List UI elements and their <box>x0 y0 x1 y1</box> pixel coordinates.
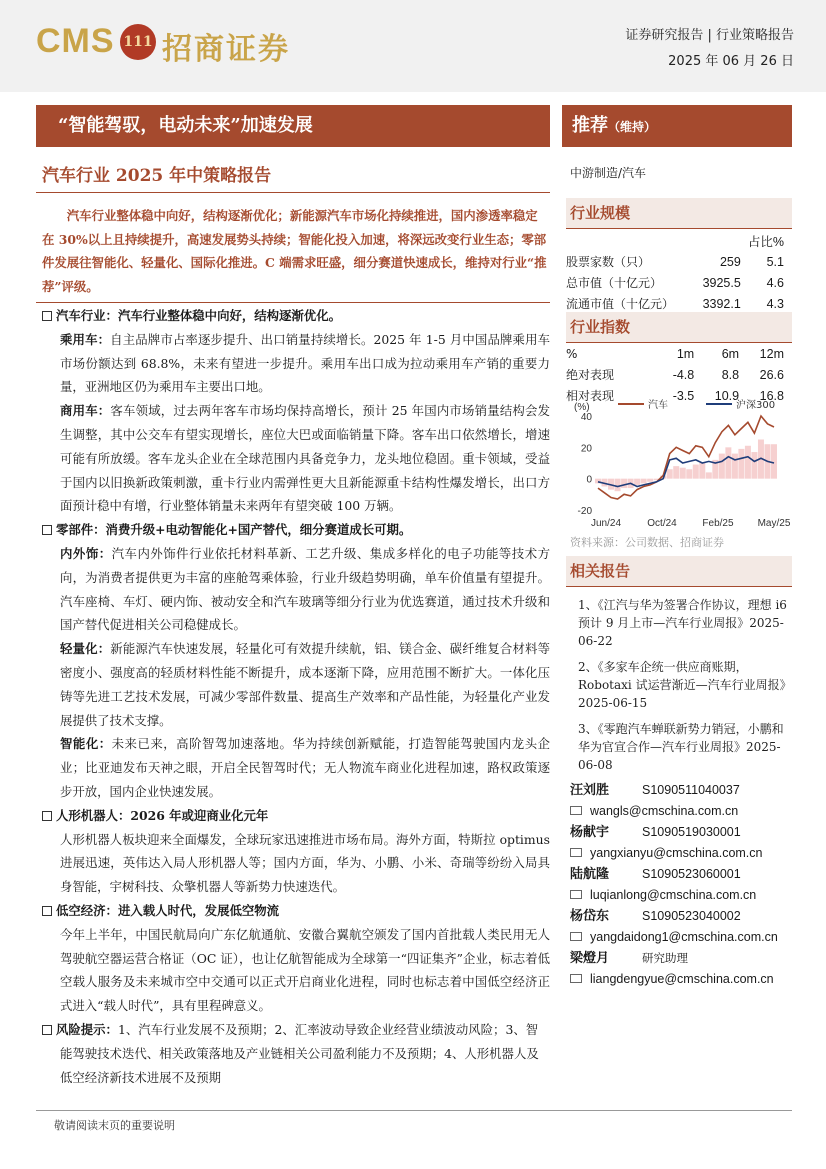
divider <box>36 302 550 303</box>
analyst-list <box>570 780 790 990</box>
logo-text: CMS <box>36 22 115 60</box>
table-row: 股票家数（只） 259 5.1 <box>566 254 784 269</box>
related-reports <box>578 596 788 782</box>
main-body <box>42 304 550 1089</box>
table-row: 相对表现 -3.5 10.9 16.8 <box>566 388 784 403</box>
email-link[interactable]: yangxianyu@cmschina.com.cn <box>590 846 763 860</box>
table-row: 流通市值（十亿元） 3392.1 4.3 <box>566 296 784 311</box>
divider <box>36 192 550 193</box>
section-heading: 零部件：消费升级+电动智能化+国产替代，细分赛道成长可期。 <box>42 518 550 542</box>
rating-label: 推荐 <box>572 115 608 136</box>
logo-badge-icon: 111 <box>120 24 156 60</box>
analyst-email-row <box>570 801 790 822</box>
paragraph: 乘用车：自主品牌市占率逐步提升、出口销量持续增长。2025 年 1-5 月中国品牌乘用车市场份额达到 68.8%，未来有望进一步提升。乘用车出口成为拉动乘用车产销的重要力量，亚洲地区仍为乘用车主要出口地。 <box>60 331 550 395</box>
area-bar <box>751 452 757 479</box>
report-date: 2025 年 06 月 26 日 <box>668 54 794 69</box>
mail-icon <box>570 974 582 983</box>
area-bar <box>673 466 679 479</box>
mail-icon <box>570 890 582 899</box>
footer-note: 敬请阅读末页的重要说明 <box>54 1119 175 1132</box>
table-row: 总市值（十亿元） 3925.5 4.6 <box>566 275 784 290</box>
area-bar <box>621 479 627 488</box>
page-title: 汽车行业 2025 年中策略报告 <box>42 166 272 186</box>
chart-source: 资料来源：公司数据、招商证券 <box>570 536 724 549</box>
related-report-link[interactable]: 1、《江汽与华为签署合作协议，理想 i6 预计 9 月上市—汽车行业周报》2025-06-22 <box>578 598 787 648</box>
table-row: 绝对表现 -4.8 8.8 26.6 <box>566 367 784 382</box>
legend-label: 沪深300 <box>736 400 776 411</box>
y-axis-label: (%) <box>574 402 590 413</box>
analyst-row: 汪刘胜 S1090511040037 <box>570 783 740 798</box>
legend-label: 汽车 <box>648 400 668 411</box>
area-bar <box>738 449 744 479</box>
analyst-email-row <box>570 885 790 906</box>
email-link[interactable]: liangdengyue@cmschina.com.cn <box>590 972 774 986</box>
section-header-related: 相关报告 <box>566 556 792 587</box>
table-header: % 1m 6m 12m <box>566 346 784 361</box>
analyst-email-row <box>570 969 790 990</box>
related-report-link[interactable]: 2、《多家车企统一供应商账期，Robotaxi 试运营渐近—汽车行业周报》2025-06-15 <box>578 660 786 710</box>
x-tick-label: Jun/24 <box>590 518 622 529</box>
checkbox-bullet-icon <box>42 811 52 821</box>
area-bar <box>634 479 640 485</box>
area-bar <box>706 472 712 478</box>
paragraph: 智能化：未来已来，高阶智驾加速落地。华为持续创新赋能，打造智能驾驶国内龙头企业；比亚迪发布天神之眼，开启全民智驾时代；无人物流车商业化进程加速，路权政策逐步开放，国内企业快速发展。 <box>60 736 551 799</box>
analyst-row: 陆航隆 S1090523060001 <box>570 867 741 882</box>
paragraph: 今年上半年，中国民航局向广东亿航通航、安徽合翼航空颁发了国内首批载人类民用无人驾驶航空器运营合格证（OC 证），也让亿航智能成为全球第一“四证集齐”企业，标志着低空载人服务及未来城市空中交通可以正式开启商业化进程，同时也标志着中国低空经济正式进入“载人时代”，具有里程碑意义。 <box>60 926 550 1014</box>
checkbox-bullet-icon <box>42 906 52 916</box>
x-tick-label: Feb/25 <box>702 518 734 529</box>
area-bar <box>719 454 725 479</box>
email-link[interactable]: wangls@cmschina.com.cn <box>590 804 739 818</box>
area-bar <box>725 447 731 478</box>
area-bar <box>693 465 699 479</box>
area-bar <box>699 463 705 479</box>
mail-icon <box>570 806 582 815</box>
summary: 汽车行业整体稳中向好，结构逐渐优化；新能源汽车市场化持续推进，国内渗透率稳定在 30%以上且持续提升，高速发展势头持续；智能化投入加速，将深远改变行业生态；零部件发展往智能化、轻量化、国际化推进。C 端需求旺盛，细分赛道快速成长，维持对行业“推荐”评级。 <box>42 208 547 294</box>
x-tick-label: Oct/24 <box>647 518 677 529</box>
area-bar <box>771 444 777 478</box>
area-bar <box>615 479 621 492</box>
analyst-row: 杨献宇 S1090519030001 <box>570 825 741 840</box>
section-header-index: 行业指数 <box>566 312 792 343</box>
analyst-row: 梁燈月 研究助理 <box>570 951 688 966</box>
y-tick-label: 40 <box>580 412 592 423</box>
area-bar <box>641 479 647 484</box>
paragraph: 商用车：客车领域，过去两年客车市场均保持高增长，预计 25 年国内市场销量结构会发生调整，其中公交车有望实现增长，座位大巴或面临销量下降。客车出口依然增长，增速可能有所放缓。客车龙头企业在全球范围内具备竞争力，龙头地位稳固。重卡领域，受益于国内以旧换新政策刺激，重卡行业内需弹性更大且新能源重卡结构性爆发增长，出口方面预计稳中有增，行业整体销量未来两年有望突破 100 万辆。 <box>60 403 551 514</box>
index-chart <box>566 396 792 532</box>
footer-divider <box>36 1110 792 1111</box>
analyst-row: 杨岱东 S1090523040002 <box>570 909 741 924</box>
related-report-link[interactable]: 3、《零跑汽车蝉联新势力销冠，小鹏和华为官宣合作—汽车行业周报》2025-06-08 <box>578 722 784 772</box>
y-tick-label: 20 <box>580 443 592 455</box>
checkbox-bullet-icon <box>42 1025 52 1035</box>
paragraph: 人形机器人板块迎来全面爆发，全球玩家迅速推进市场布局。海外方面，特斯拉 optimus 进展迅速，英伟达入局人形机器人等；国内方面，华为、小鹏、小米、奇瑞等纷纷入局具身智能，宇树科技、众擎机器人等新势力快速迭代。 <box>60 831 550 895</box>
banner-title: “智能驾驭，电动未来”加速发展 <box>36 105 550 147</box>
area-bar <box>732 454 738 479</box>
checkbox-bullet-icon <box>42 525 52 535</box>
x-tick-label: May/25 <box>757 518 791 529</box>
y-tick-label: -20 <box>577 506 592 517</box>
area-bar <box>680 468 686 479</box>
analyst-email-row <box>570 843 790 864</box>
area-bar <box>745 446 751 479</box>
mail-icon <box>570 932 582 941</box>
area-bar <box>667 469 673 478</box>
area-bar <box>647 479 653 482</box>
section-heading: 汽车行业：汽车行业整体稳中向好，结构逐渐优化。 <box>42 304 550 328</box>
column-header: 占比% <box>747 234 784 249</box>
email-link[interactable]: yangdaidong1@cmschina.com.cn <box>590 930 778 944</box>
section-heading: 低空经济：进入载人时代，发展低空物流 <box>42 899 550 923</box>
logo-chinese: 招商证券 <box>162 32 290 67</box>
rating-sub: （维持） <box>608 120 657 134</box>
risk-paragraph: 风险提示：1、汽车行业发展不及预期；2、汇率波动导致企业经营业绩波动风险；3、智能驾驶技术迭代、相关政策落地及产业链相关公司盈利能力不及预期；4、人形机器人及低空经济新技术进展不及预期 <box>42 1018 550 1089</box>
report-type: 证券研究报告 | 行业策略报告 <box>625 28 794 43</box>
section-header-scale: 行业规模 <box>566 198 792 229</box>
paragraph: 轻量化：新能源汽车快速发展，轻量化可有效提升续航，铝、镁合金、碳纤维复合材料等密度小、强度高的轻质材料性能不断提升，成本逐渐下降，应用范围不断扩大。一体化压铸等先进工艺技术发展，可减少零部件数量、提高生产效率和产品性能，为轻量化产业发展提供了技术支撑。 <box>60 641 551 728</box>
section-heading: 人形机器人：2026 年或迎商业化元年 <box>42 804 550 828</box>
paragraph: 内外饰：汽车内外饰件行业依托材料革新、工艺升级、集成多样化的电子功能等技术方向，为消费者提供更为丰富的座舱驾乘体验，行业升级趋势明确，单车价值量有望提升。汽车座椅、车灯、硬内饰、被动安全和汽车玻璃等细分行业为优选赛道，通过技术升级和国产替代促进相关公司稳健成长。 <box>60 545 551 633</box>
y-tick-label: 0 <box>586 474 592 486</box>
checkbox-bullet-icon <box>42 311 52 321</box>
rating-box <box>562 105 792 147</box>
industry-scale-table <box>566 230 792 314</box>
industry-label: 中游制造/汽车 <box>570 166 647 180</box>
analyst-email-row <box>570 927 790 948</box>
area-bar <box>686 469 692 478</box>
mail-icon <box>570 848 582 857</box>
email-link[interactable]: luqianlong@cmschina.com.cn <box>590 888 757 902</box>
